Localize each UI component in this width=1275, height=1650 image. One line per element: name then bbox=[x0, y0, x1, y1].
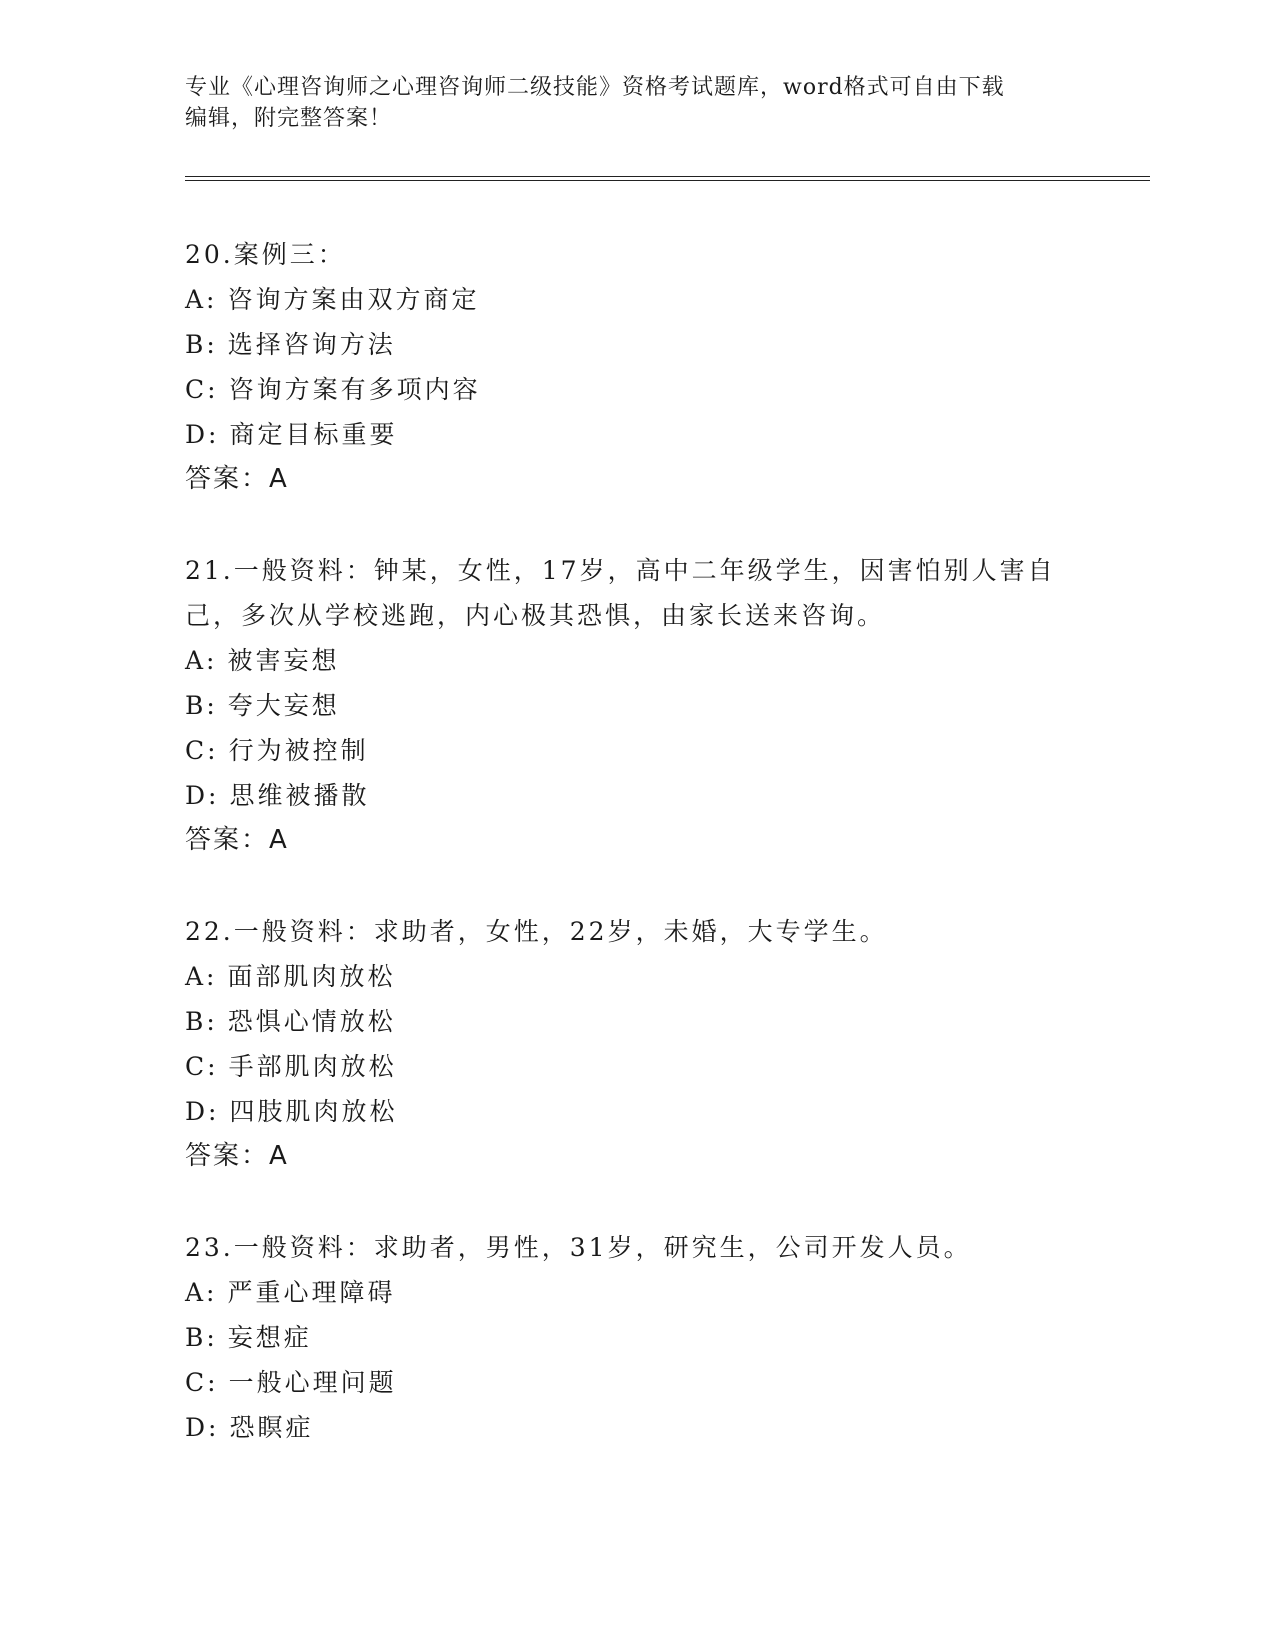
option-b bbox=[185, 1315, 1085, 1360]
option-c bbox=[185, 1044, 1085, 1089]
question-stem: 22.一般资料：求助者，女性，22岁，未婚，大专学生。 bbox=[185, 917, 888, 946]
header-line-1: 专业《心理咨询师之心理咨询师二级技能》资格考试题库，word格式可自由下载 bbox=[185, 75, 1005, 100]
option-text: 严重心理障碍 bbox=[227, 1278, 396, 1307]
option-label: D: bbox=[185, 1413, 220, 1442]
option-label: C: bbox=[185, 1052, 219, 1081]
question-stem: 23.一般资料：求助者，男性，31岁，研究生，公司开发人员。 bbox=[185, 1233, 972, 1262]
answer-line: 答案：A bbox=[185, 464, 289, 494]
option-text: 手部肌肉放松 bbox=[228, 1052, 397, 1081]
document-header bbox=[185, 72, 1065, 134]
option-text: 夸大妄想 bbox=[227, 691, 340, 720]
option-label: D: bbox=[185, 1097, 220, 1126]
option-label: C: bbox=[185, 375, 219, 404]
option-text: 咨询方案由双方商定 bbox=[227, 285, 480, 314]
option-c bbox=[185, 367, 1085, 412]
option-text: 行为被控制 bbox=[228, 736, 369, 765]
option-b bbox=[185, 999, 1085, 1044]
option-label: A: bbox=[185, 646, 218, 675]
option-text: 恐惧心情放松 bbox=[227, 1007, 396, 1036]
option-a bbox=[185, 638, 1085, 683]
answer-line: 答案：A bbox=[185, 1141, 289, 1171]
option-text: 咨询方案有多项内容 bbox=[228, 375, 481, 404]
option-b bbox=[185, 322, 1085, 367]
option-d bbox=[185, 412, 1085, 457]
option-text: 被害妄想 bbox=[227, 646, 340, 675]
option-a bbox=[185, 954, 1085, 999]
option-label: C: bbox=[185, 736, 219, 765]
option-c bbox=[185, 728, 1085, 773]
option-text: 妄想症 bbox=[227, 1323, 312, 1352]
option-label: A: bbox=[185, 285, 218, 314]
option-text: 恐瞑症 bbox=[229, 1413, 314, 1442]
option-b bbox=[185, 683, 1085, 728]
option-a bbox=[185, 277, 1085, 322]
option-label: C: bbox=[185, 1368, 219, 1397]
option-label: A: bbox=[185, 1278, 218, 1307]
option-text: 四肢肌肉放松 bbox=[229, 1097, 398, 1126]
option-label: D: bbox=[185, 420, 220, 449]
option-label: B: bbox=[185, 1007, 218, 1036]
question-22 bbox=[185, 909, 1085, 1179]
option-label: B: bbox=[185, 330, 218, 359]
question-23 bbox=[185, 1225, 1085, 1450]
option-label: B: bbox=[185, 691, 218, 720]
option-label: D: bbox=[185, 781, 220, 810]
option-text: 选择咨询方法 bbox=[227, 330, 396, 359]
option-d bbox=[185, 773, 1085, 818]
option-c bbox=[185, 1360, 1085, 1405]
option-d bbox=[185, 1089, 1085, 1134]
option-label: B: bbox=[185, 1323, 218, 1352]
question-stem: 21.一般资料：钟某，女性，17岁，高中二年级学生，因害怕别人害自己，多次从学校逃跑，内心极其恐惧，由家长送来咨询。 bbox=[185, 556, 1056, 630]
option-text: 面部肌肉放松 bbox=[227, 962, 396, 991]
question-list bbox=[185, 232, 1085, 1496]
option-text: 一般心理问题 bbox=[228, 1368, 397, 1397]
question-20 bbox=[185, 232, 1085, 502]
option-a bbox=[185, 1270, 1085, 1315]
option-text: 思维被播散 bbox=[229, 781, 370, 810]
header-line-2: 编辑，附完整答案！ bbox=[185, 106, 393, 131]
option-label: A: bbox=[185, 962, 218, 991]
answer-line: 答案：A bbox=[185, 825, 289, 855]
question-21 bbox=[185, 548, 1085, 863]
option-text: 商定目标重要 bbox=[229, 420, 398, 449]
header-divider bbox=[185, 176, 1150, 181]
option-d bbox=[185, 1405, 1085, 1450]
question-stem: 20.案例三： bbox=[185, 240, 346, 269]
